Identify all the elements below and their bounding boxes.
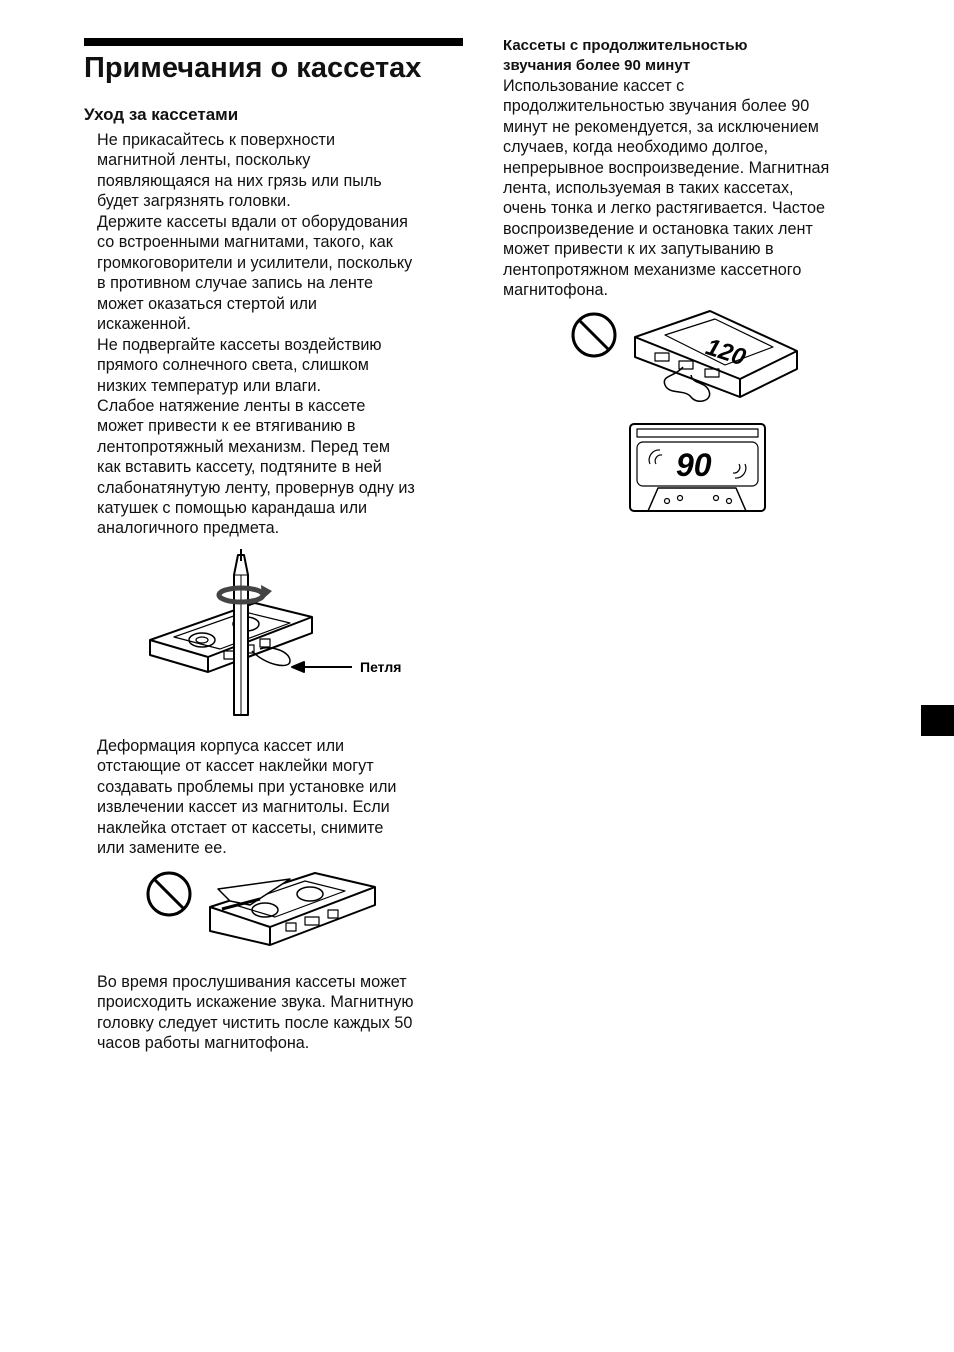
page-title: Примечания о кассетах [84, 52, 422, 84]
cassette-120-label: 120 [702, 333, 749, 372]
paragraph-head-cleaning: Во время прослушивания кассеты может происходить искажение звука. Магнитную головку следует чистить после каждых 50 часов работы магнитофона. [97, 973, 414, 1053]
pencil-cassette-figure [140, 545, 430, 725]
paragraph-slack-tape: Слабое натяжение ленты в кассете может привести к ее втягиванию в лентопротяжный механизм. Перед тем как вставить кассету, подтяните в ней слабонатянутую ленту, провернув одну из катушек с помощью карандаша или аналогичного предмета. [97, 397, 415, 538]
section-side-tab [921, 705, 954, 736]
paragraph-touch: Не прикасайтесь к поверхности магнитной ленты, поскольку появляющаяся на них грязь или пыль будет загрязнять головки. [97, 131, 382, 211]
paragraph-magnets: Держите кассеты вдали от оборудования со встроенными магнитами, такого, как громкоговорители и усилители, поскольку в противном случае запись на ленте может оказаться стертой или искаженной. [97, 213, 413, 334]
cassette-90-figure [628, 422, 768, 514]
long-cassettes-paragraph: Использование кассет с продолжительностью звучания более 90 минут не рекомендуется, за исключением случаев, когда необходимо долгое, непрерывное воспроизведение. Магнитная лента, используемая в таких кассетах, очень тонка и легко растягивается. Частое воспроизведение и остановка таких лент может привести к их запутыванию в лентопротяжном механизме кассетного магнитофона. [503, 77, 830, 300]
title-rule [84, 38, 463, 46]
loop-label: Петля [360, 659, 402, 675]
cassette-90-label: 90 [676, 447, 712, 483]
peeling-label-figure [140, 865, 385, 960]
section-heading: Уход за кассетами [84, 105, 239, 124]
cassette-120-figure [565, 305, 805, 410]
paragraph-sunlight: Не подвергайте кассеты воздействию прямого солнечного света, слишком низких температур или влаги. [97, 336, 382, 395]
paragraph-deformation: Деформация корпуса кассет или отстающие от кассет наклейки могут создавать проблемы при установке или извлечении кассет из магнитолы. Если наклейка отстает от кассеты, снимите или замените ее. [97, 737, 397, 858]
long-cassettes-heading: Кассеты с продолжительностью звучания более 90 минут [503, 37, 748, 74]
